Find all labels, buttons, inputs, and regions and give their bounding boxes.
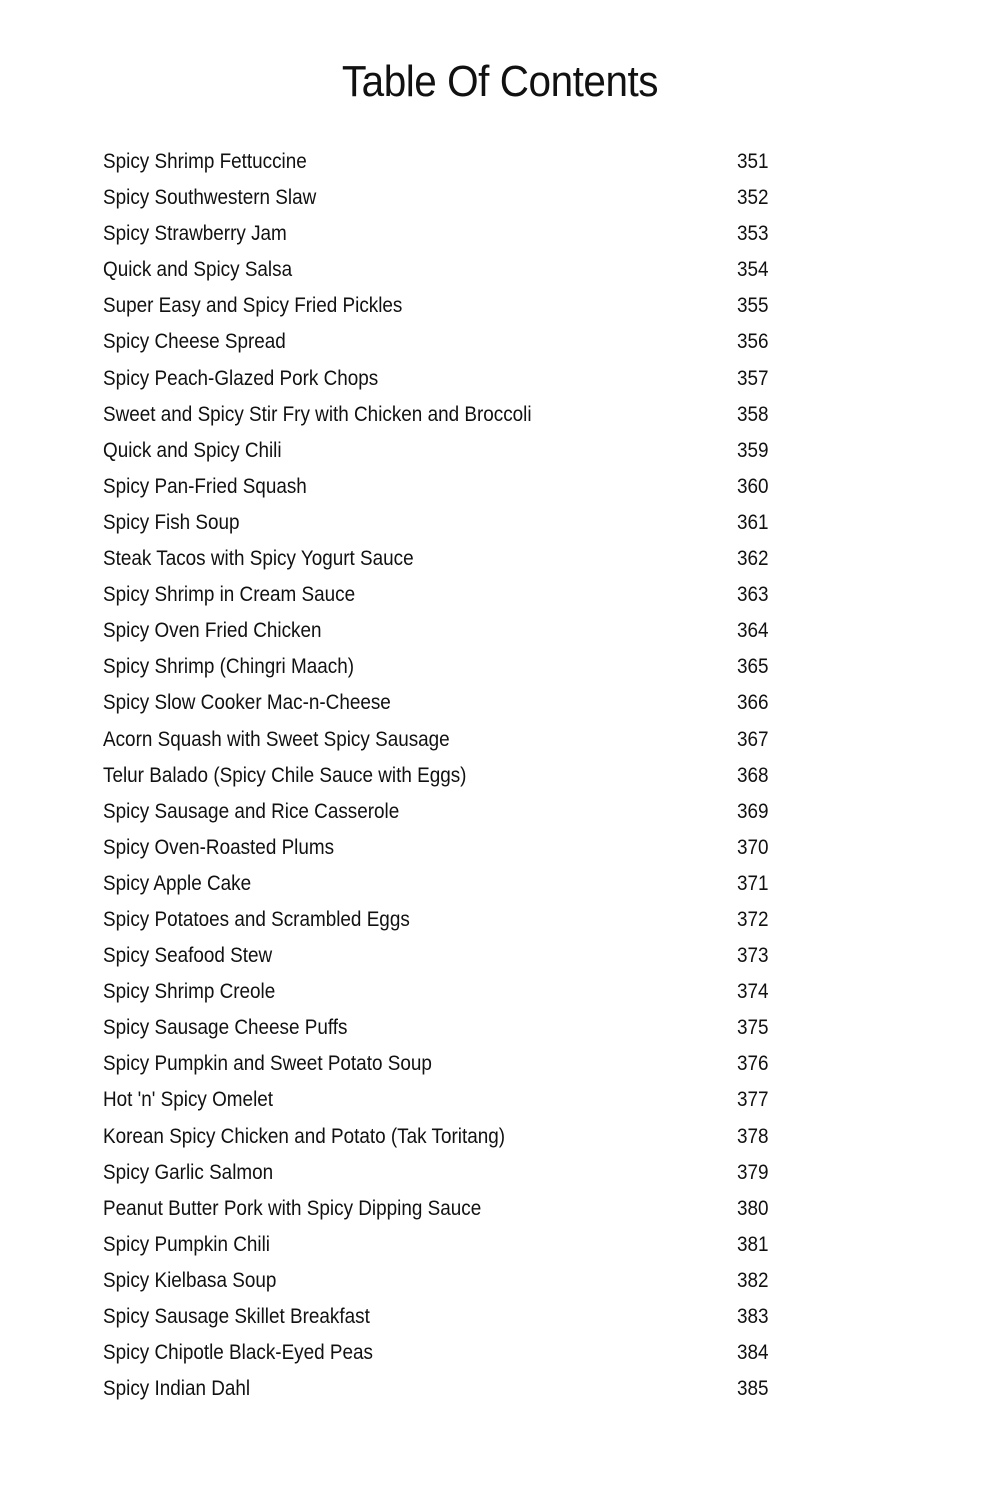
toc-entry-title: Spicy Kielbasa Soup bbox=[103, 1268, 277, 1292]
toc-entry-title: Spicy Potatoes and Scrambled Eggs bbox=[103, 907, 410, 931]
toc-entry-title: Spicy Shrimp (Chingri Maach) bbox=[103, 655, 355, 679]
toc-entry-page-number: 359 bbox=[737, 438, 769, 462]
toc-entry-page-number: 354 bbox=[737, 258, 769, 282]
toc-entry-page-number: 373 bbox=[737, 944, 769, 968]
toc-entry-page-number: 379 bbox=[737, 1160, 769, 1184]
toc-entry[interactable] bbox=[103, 433, 803, 469]
toc-entry-title: Spicy Southwestern Slaw bbox=[103, 186, 317, 210]
toc-entry-page-number: 360 bbox=[737, 474, 769, 498]
toc-entry[interactable] bbox=[103, 649, 803, 685]
toc-entry[interactable] bbox=[103, 866, 803, 902]
toc-entry-page-number: 358 bbox=[737, 402, 769, 426]
toc-entry[interactable] bbox=[103, 1082, 803, 1118]
toc-entry-title: Spicy Oven Fried Chicken bbox=[103, 619, 322, 643]
toc-entry[interactable] bbox=[103, 830, 803, 866]
toc-entry-page-number: 362 bbox=[737, 547, 769, 571]
toc-entry[interactable] bbox=[103, 180, 803, 216]
toc-entry[interactable] bbox=[103, 252, 803, 288]
toc-entry-page-number: 364 bbox=[737, 619, 769, 643]
toc-entry-title: Quick and Spicy Chili bbox=[103, 438, 282, 462]
toc-entry[interactable] bbox=[103, 1010, 803, 1046]
toc-entry-title: Spicy Indian Dahl bbox=[103, 1377, 251, 1401]
toc-entry-page-number: 377 bbox=[737, 1088, 769, 1112]
toc-entry-page-number: 356 bbox=[737, 330, 769, 354]
toc-entry-title: Hot 'n' Spicy Omelet bbox=[103, 1088, 274, 1112]
toc-entry-page-number: 355 bbox=[737, 294, 769, 318]
toc-entry[interactable] bbox=[103, 1227, 803, 1263]
toc-entry[interactable] bbox=[103, 397, 803, 433]
toc-entry-page-number: 366 bbox=[737, 691, 769, 715]
toc-entry[interactable] bbox=[103, 577, 803, 613]
toc-entry-title: Spicy Seafood Stew bbox=[103, 944, 273, 968]
toc-entry-title: Spicy Peach-Glazed Pork Chops bbox=[103, 366, 379, 390]
toc-entry-page-number: 375 bbox=[737, 1016, 769, 1040]
toc-entry-page-number: 384 bbox=[737, 1341, 769, 1365]
toc-entry-page-number: 365 bbox=[737, 655, 769, 679]
toc-entry-title: Telur Balado (Spicy Chile Sauce with Eggs) bbox=[103, 763, 467, 787]
toc-entry-page-number: 371 bbox=[737, 871, 769, 895]
toc-entry-page-number: 352 bbox=[737, 186, 769, 210]
toc-entry-title: Spicy Slow Cooker Mac-n-Cheese bbox=[103, 691, 391, 715]
toc-entry-title: Spicy Pumpkin Chili bbox=[103, 1232, 271, 1256]
toc-entry-title: Peanut Butter Pork with Spicy Dipping Sauce bbox=[103, 1196, 482, 1220]
toc-entry[interactable] bbox=[103, 758, 803, 794]
toc-entry-page-number: 368 bbox=[737, 763, 769, 787]
toc-entry[interactable] bbox=[103, 1263, 803, 1299]
page-title: Table Of Contents bbox=[341, 57, 659, 106]
toc-entry-page-number: 353 bbox=[737, 222, 769, 246]
toc-entry-page-number: 380 bbox=[737, 1196, 769, 1220]
toc-entry-title: Spicy Strawberry Jam bbox=[103, 222, 287, 246]
toc-entry-page-number: 385 bbox=[737, 1377, 769, 1401]
toc-entry[interactable] bbox=[103, 1371, 803, 1407]
toc-entry[interactable] bbox=[103, 324, 803, 360]
toc-entry-title: Korean Spicy Chicken and Potato (Tak Toritang) bbox=[103, 1124, 506, 1148]
toc-entry[interactable] bbox=[103, 288, 803, 324]
toc-entry-page-number: 372 bbox=[737, 907, 769, 931]
toc-entry[interactable] bbox=[103, 722, 803, 758]
toc-entry-title: Spicy Oven-Roasted Plums bbox=[103, 835, 335, 859]
toc-entry-page-number: 374 bbox=[737, 980, 769, 1004]
toc-entry-title: Spicy Shrimp Fettuccine bbox=[103, 150, 307, 173]
toc-entry-page-number: 381 bbox=[737, 1232, 769, 1256]
toc-entry-title: Spicy Fish Soup bbox=[103, 510, 240, 534]
toc-entry[interactable] bbox=[103, 1335, 803, 1371]
toc-entry-page-number: 357 bbox=[737, 366, 769, 390]
toc-entry-page-number: 376 bbox=[737, 1052, 769, 1076]
toc-entry[interactable] bbox=[103, 505, 803, 541]
toc-entry[interactable] bbox=[103, 216, 803, 252]
toc-entry-title: Spicy Shrimp in Cream Sauce bbox=[103, 583, 356, 607]
toc-entry-title: Spicy Sausage Skillet Breakfast bbox=[103, 1305, 370, 1328]
toc-entry[interactable] bbox=[103, 902, 803, 938]
toc-entry-page-number: 382 bbox=[737, 1268, 769, 1292]
toc-entry[interactable] bbox=[103, 1155, 803, 1191]
toc-entry-title: Spicy Pan-Fried Squash bbox=[103, 474, 307, 498]
toc-entry-title: Spicy Shrimp Creole bbox=[103, 980, 276, 1004]
toc-entry-title: Spicy Chipotle Black-Eyed Peas bbox=[103, 1341, 373, 1365]
table-of-contents bbox=[103, 144, 803, 1407]
toc-entry-page-number: 370 bbox=[737, 835, 769, 859]
toc-entry-title: Spicy Sausage and Rice Casserole bbox=[103, 799, 400, 823]
toc-entry[interactable] bbox=[103, 613, 803, 649]
toc-entry-title: Spicy Pumpkin and Sweet Potato Soup bbox=[103, 1052, 432, 1076]
toc-entry[interactable] bbox=[103, 938, 803, 974]
toc-entry[interactable] bbox=[103, 685, 803, 721]
toc-entry-page-number: 351 bbox=[737, 150, 769, 173]
toc-entry-title: Spicy Apple Cake bbox=[103, 871, 252, 895]
toc-entry[interactable] bbox=[103, 144, 803, 180]
toc-entry-title: Quick and Spicy Salsa bbox=[103, 258, 293, 282]
toc-entry-page-number: 363 bbox=[737, 583, 769, 607]
toc-entry-page-number: 378 bbox=[737, 1124, 769, 1148]
toc-entry-title: Spicy Garlic Salmon bbox=[103, 1160, 274, 1184]
toc-entry-page-number: 367 bbox=[737, 727, 769, 751]
toc-entry-page-number: 383 bbox=[737, 1305, 769, 1328]
toc-entry[interactable] bbox=[103, 1046, 803, 1082]
toc-entry-title: Spicy Cheese Spread bbox=[103, 330, 286, 354]
toc-entry-title: Sweet and Spicy Stir Fry with Chicken and Broccoli bbox=[103, 402, 532, 426]
toc-entry[interactable] bbox=[103, 469, 803, 505]
toc-entry-page-number: 369 bbox=[737, 799, 769, 823]
toc-entry[interactable] bbox=[103, 1191, 803, 1227]
toc-entry[interactable] bbox=[103, 1119, 803, 1155]
toc-entry[interactable] bbox=[103, 794, 803, 830]
toc-entry-page-number: 361 bbox=[737, 510, 769, 534]
toc-entry[interactable] bbox=[103, 361, 803, 397]
toc-entry-title: Super Easy and Spicy Fried Pickles bbox=[103, 294, 403, 318]
toc-entry[interactable] bbox=[103, 1299, 803, 1335]
toc-entry-title: Steak Tacos with Spicy Yogurt Sauce bbox=[103, 547, 414, 571]
toc-entry-title: Acorn Squash with Sweet Spicy Sausage bbox=[103, 727, 450, 751]
toc-entry[interactable] bbox=[103, 541, 803, 577]
toc-entry-title: Spicy Sausage Cheese Puffs bbox=[103, 1016, 348, 1040]
toc-entry[interactable] bbox=[103, 974, 803, 1010]
